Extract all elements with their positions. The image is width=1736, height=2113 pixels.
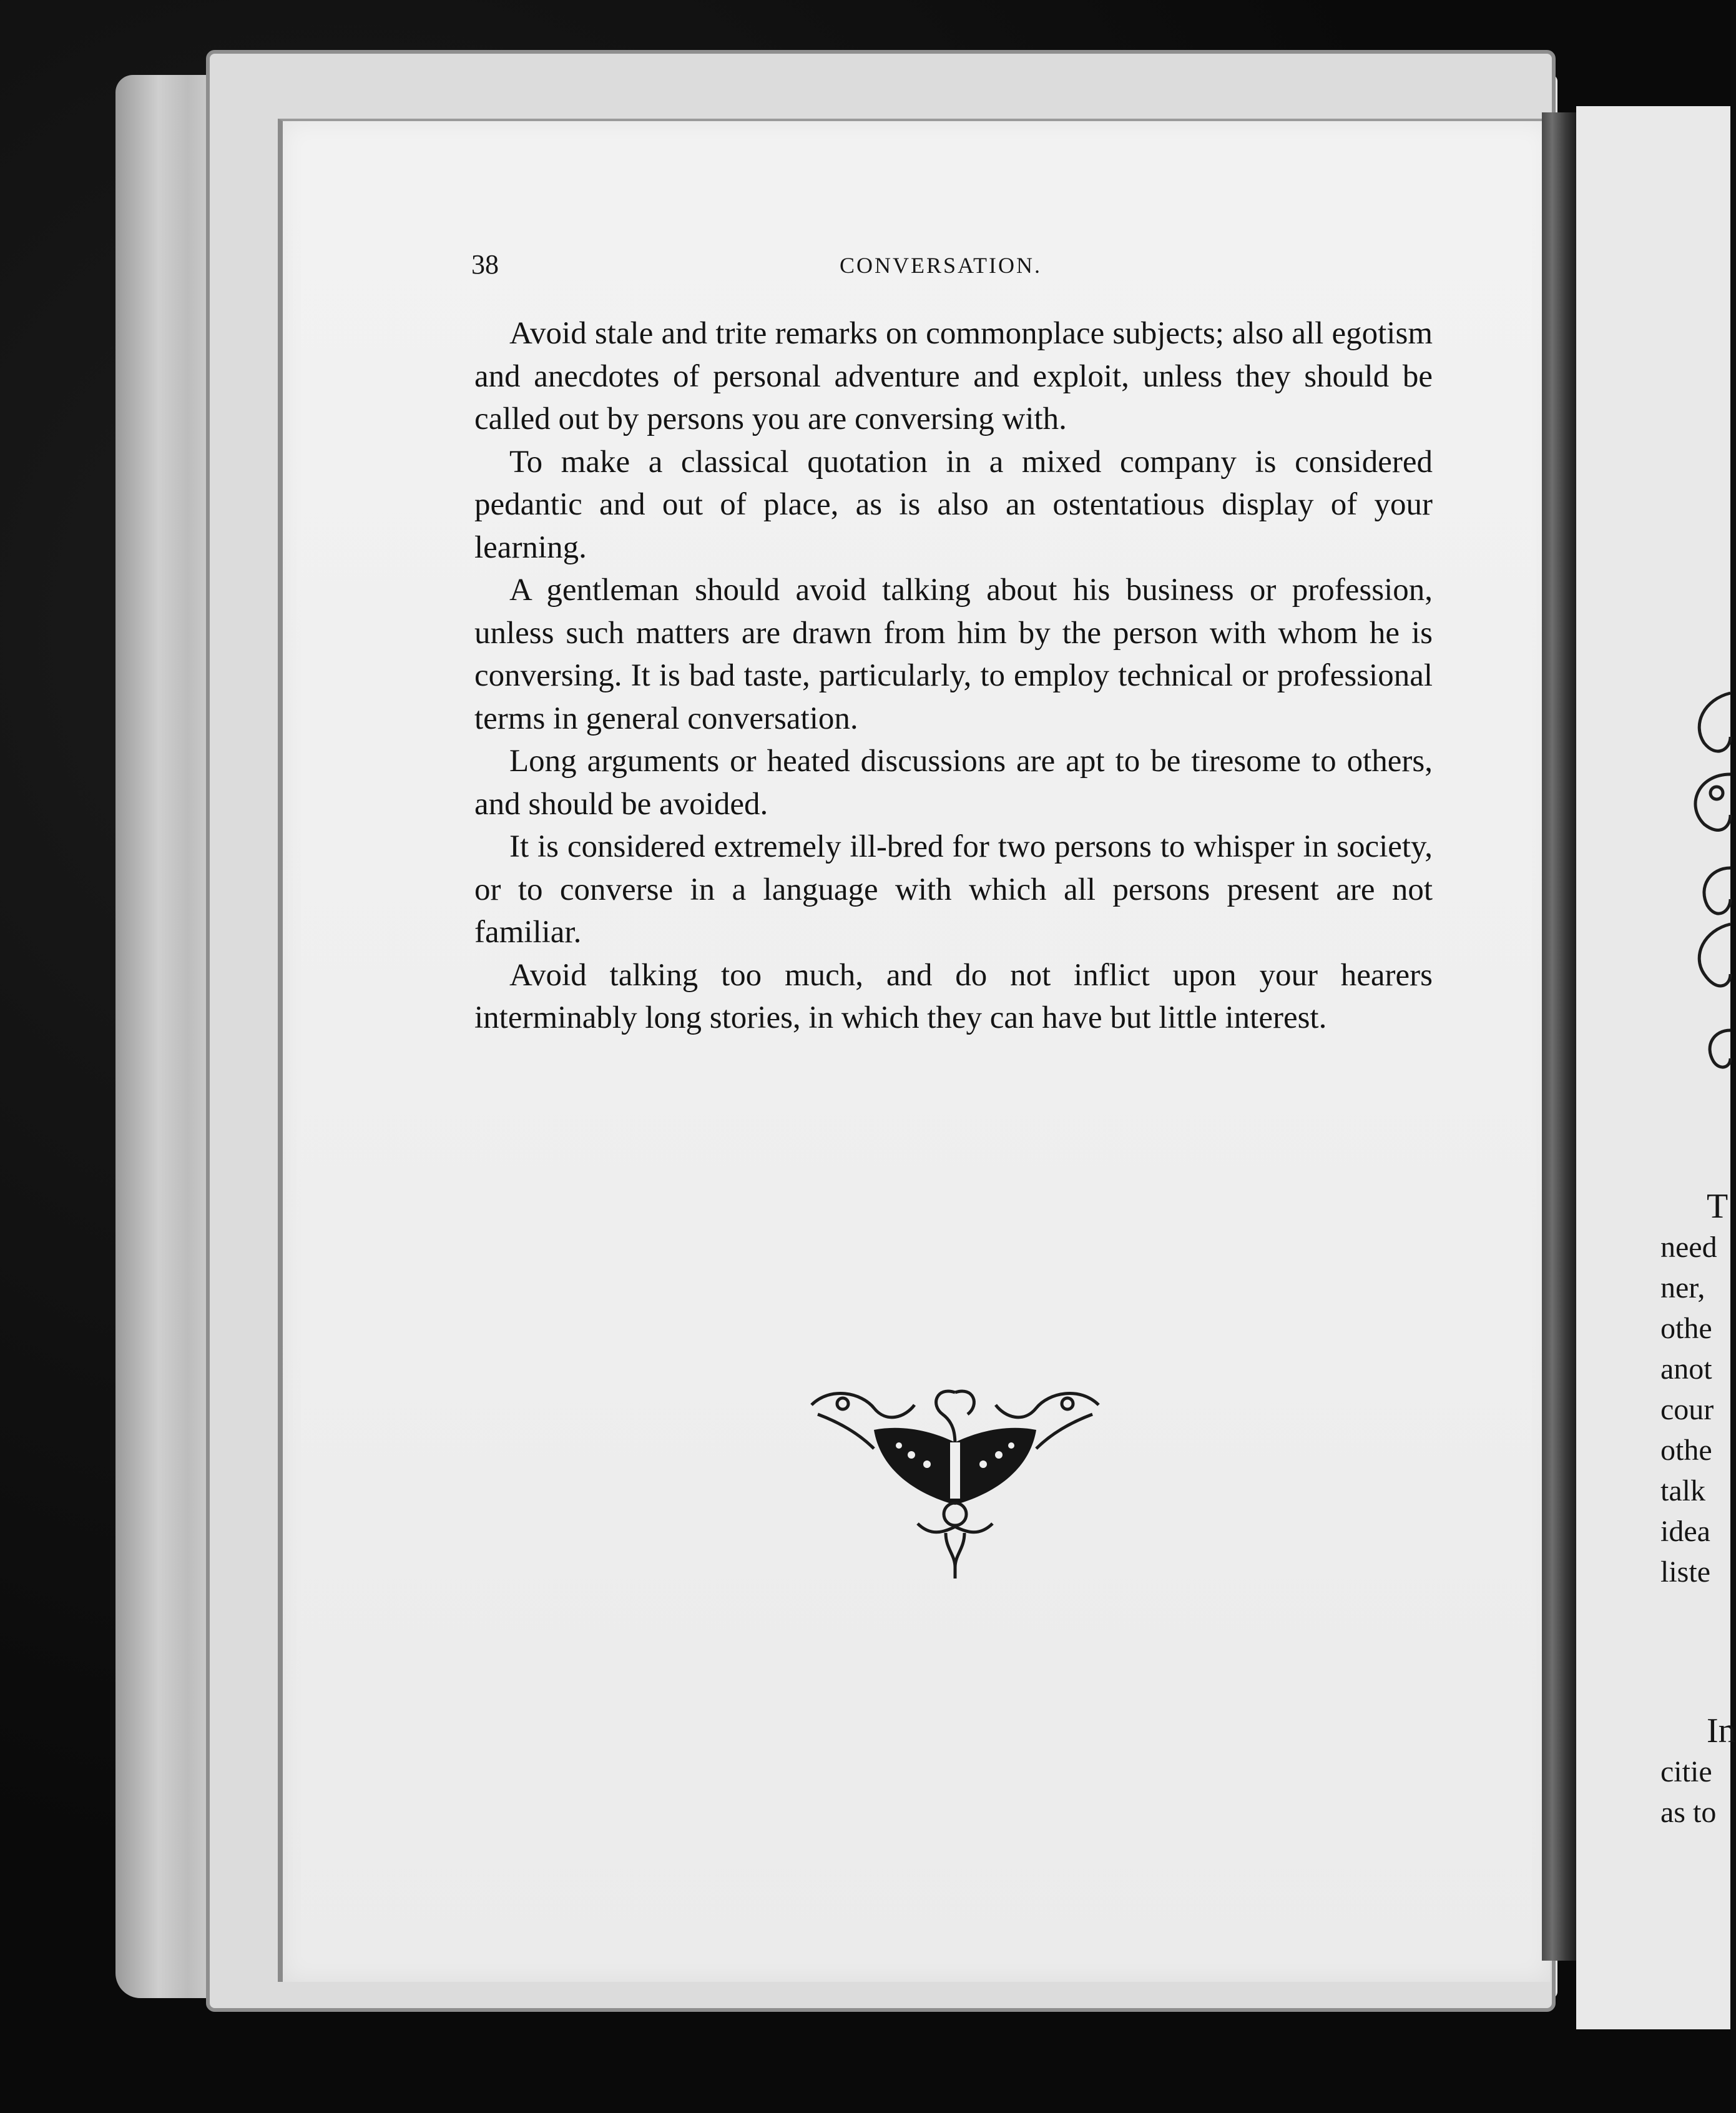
right-line: othe: [1660, 1312, 1712, 1345]
right-line: othe: [1660, 1434, 1712, 1467]
right-line: anot: [1660, 1352, 1712, 1386]
paragraph: It is considered extremely ill-bred for two persons to whisper in society, or to converse in a language with which all persons present are not familiar.: [474, 829, 1433, 950]
paragraph: Avoid stale and trite remarks on commonplace subjects; also all egotism and anecdotes of personal adventure and exploit, unless they should be called out by persons you are conversing with.: [474, 316, 1433, 436]
right-page-fragment-1: [1660, 1186, 1730, 1592]
running-head-title: CONVERSATION.: [840, 253, 1042, 278]
right-line: In: [1707, 1712, 1736, 1750]
headpiece-flourish-icon: [1679, 681, 1730, 1080]
right-line: idea: [1660, 1515, 1710, 1548]
book-gutter: [1542, 112, 1576, 1961]
paragraph: Avoid talking too much, and do not inflict upon your hearers interminably long stories, in which they can have but little interest.: [474, 957, 1433, 1035]
right-page-fragment-2: [1660, 1711, 1736, 1833]
paragraph: A gentleman should avoid talking about his business or profession, unless such matters are drawn from him by the person with whom he is conversing. It is bad taste, particularly, to employ technical or professional terms in general conversation.: [474, 573, 1433, 736]
paragraph: To make a classical quotation in a mixed company is considered pedantic and out of place, as is also an ostentatious display of your learning.: [474, 444, 1433, 565]
right-line: talk: [1660, 1474, 1705, 1507]
body-text: [474, 312, 1433, 1040]
right-line: liste: [1660, 1555, 1710, 1588]
right-line: need: [1660, 1231, 1717, 1264]
right-line: citie: [1660, 1755, 1712, 1788]
right-line: as to: [1660, 1796, 1717, 1829]
right-line: cour: [1660, 1393, 1714, 1426]
right-line: ner,: [1660, 1271, 1705, 1304]
running-head: [471, 249, 1445, 286]
paragraph: Long arguments or heated discussions are apt to be tiresome to others, and should be avoided.: [474, 744, 1433, 822]
right-line: T: [1707, 1187, 1729, 1226]
page-number: 38: [471, 249, 499, 280]
tailpiece-ornament-icon: [805, 1380, 1105, 1580]
